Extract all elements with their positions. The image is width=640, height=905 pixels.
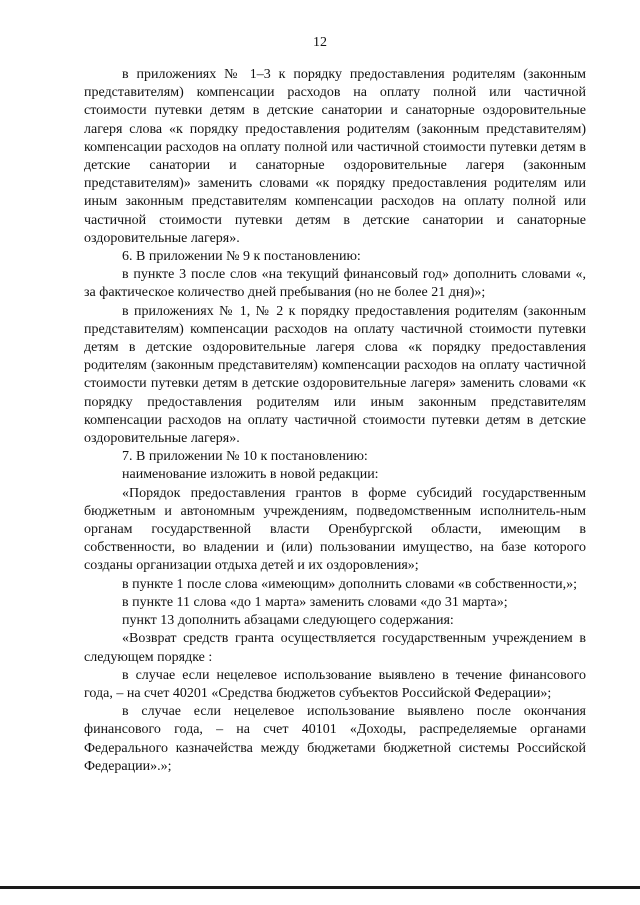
paragraph: в приложениях № 1, № 2 к порядку предоставления родителям (законным представителям) компенсации расходов на оплату частичной стоимости путевки детям в детские оздоровительные лагеря слова «к порядку предоставления родителям (законным представителям) компенсации расходов на оплату частичной стоимости путевки детям в детские оздоровительные лагеря» заменить словами «к порядку предоставления родителям или иным законным представителям компенсации расходов на оплату частичной стоимости путевки детям в детские оздоровительные лагеря». [84, 303, 586, 447]
paragraph: 7. В приложении № 10 к постановлению: [122, 449, 368, 465]
paragraph: наименование изложить в новой редакции: [122, 467, 379, 483]
page-number: 12 [313, 35, 327, 50]
paragraph: «Порядок предоставления грантов в форме субсидий государственным бюджетным и автономным учреждениям, подведомственным исполнитель-ным органам государственной власти Оренбургской области, имеющим в собственности, во владении и (или) пользовании имущество, на базе которого созданы организации отдыха детей и их оздоровления»; [84, 485, 586, 574]
paragraph: 6. В приложении № 9 к постановлению: [122, 249, 361, 265]
paragraph: в приложениях № 1–3 к порядку предоставления родителям (законным представителям) компенсации расходов на оплату полной или частичной стоимости путевки детям в детские санатории и санаторные оздоровительные лагеря слова «к порядку предоставления родителям (законным представителям) компенсации расходов на оплату полной или частичной стоимости путевки детям в детские санатории и санаторные оздоровительные лагеря (законным представителям)» заменить словами «к порядку предоставления родителям или иным законным представителям компенсации расходов на оплату полной или частичной стоимости путевки детям в детские санатории и санаторные оздоровительные лагеря». [84, 67, 586, 246]
paragraph: в пункте 1 после слова «имеющим» дополнить словами «в собственности,»; [122, 576, 577, 592]
paragraph: в пункте 3 после слов «на текущий финансовый год» дополнить словами «, за фактическое количество дней пребывания (но не более 21 дня)»; [84, 267, 586, 301]
paragraph: в пункте 11 слова «до 1 марта» заменить словами «до 31 марта»; [122, 594, 508, 610]
paragraph: в случае если нецелевое использование выявлено в течение финансового года, – на счет 40201 «Средства бюджетов субъектов Российской Федерации»; [84, 667, 586, 701]
paragraph: «Возврат средств гранта осуществляется государственным учреждением в следующем порядке : [84, 631, 586, 665]
paragraph: пункт 13 дополнить абзацами следующего содержания: [122, 613, 454, 629]
paragraph: в случае если нецелевое использование выявлено после окончания финансового года, – на счет 40101 «Доходы, распределяемые органами Федерального казначейства между бюджетами бюджетной системы Российской Федерации».»; [84, 704, 586, 774]
document-body [84, 66, 586, 776]
bottom-rule [0, 886, 640, 889]
